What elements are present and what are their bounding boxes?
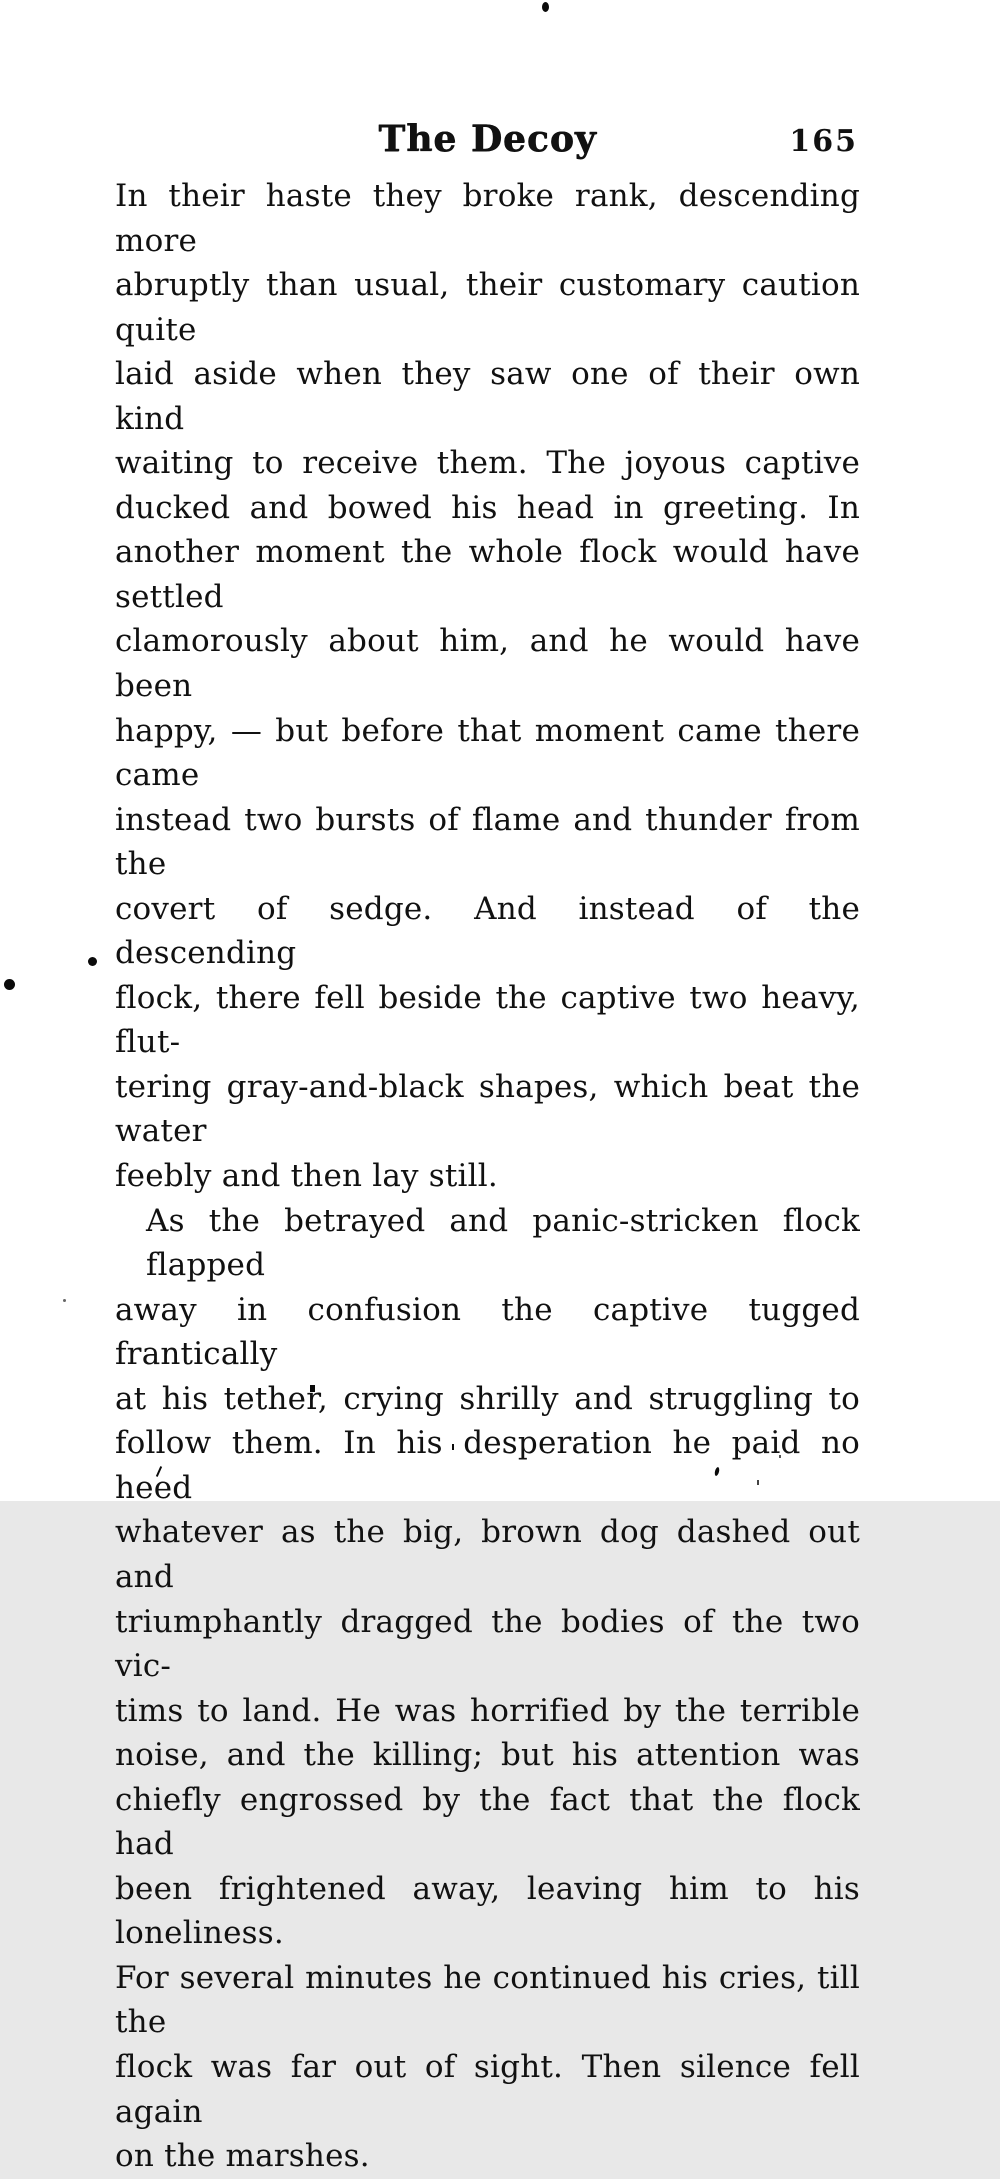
- text-line: In their haste they broke rank, descending more: [115, 178, 860, 259]
- ink-speck: [4, 979, 15, 990]
- page-header: [115, 118, 860, 166]
- text-line: laid aside when they saw one of their own kind: [115, 356, 860, 437]
- paragraph: [115, 1199, 860, 2179]
- page-number: 165: [789, 124, 858, 159]
- text-line: instead two bursts of flame and thunder from the: [115, 801, 860, 883]
- text-line: chiefly engrossed by the fact that the flock had: [115, 1781, 860, 1863]
- text-line: As the betrayed and panic-stricken flock flapped: [146, 1202, 860, 1284]
- ink-speck: [88, 957, 97, 966]
- text-line: whatever as the big, brown dog dashed out and: [115, 1514, 860, 1595]
- text-line: happy, — but before that moment came there came: [115, 712, 860, 794]
- text-line: waiting to receive them. The joyous captive: [115, 445, 860, 482]
- running-head-title: The Decoy: [378, 118, 597, 160]
- text-line: covert of sedge. And instead of the descending: [115, 890, 860, 972]
- text-line: tims to land. He was horrified by the terrible: [115, 1692, 860, 1729]
- text-line: follow them. In his desperation he paid no heed: [115, 1425, 860, 1506]
- text-line: on the marshes.: [115, 2138, 370, 2175]
- text-line: feebly and then lay still.: [115, 1158, 498, 1195]
- text-line: been frightened away, leaving him to his loneliness.: [115, 1870, 860, 1952]
- text-line: at his tether, crying shrilly and struggling to: [115, 1380, 860, 1417]
- ink-speck: [542, 2, 549, 12]
- paragraph: [115, 174, 860, 1199]
- text-line: flock, there fell beside the captive two heavy, flut-: [115, 979, 860, 1061]
- text-line: clamorously about him, and he would have been: [115, 623, 860, 705]
- text-line: ducked and bowed his head in greeting. In: [115, 489, 860, 526]
- ink-speck: [63, 1299, 66, 1302]
- text-line: away in confusion the captive tugged frantically: [115, 1291, 860, 1373]
- text-line: triumphantly dragged the bodies of the two vic-: [115, 1603, 860, 1685]
- body-text: [115, 174, 860, 2179]
- text-line: tering gray-and-black shapes, which beat the water: [115, 1068, 860, 1150]
- text-line: another moment the whole flock would have settled: [115, 534, 860, 615]
- text-line: abruptly than usual, their customary caution quite: [115, 267, 860, 348]
- text-line: flock was far out of sight. Then silence fell again: [115, 2048, 860, 2130]
- text-line: noise, and the killing; but his attention was: [115, 1737, 860, 1774]
- text-line: For several minutes he continued his cries, till the: [115, 1959, 860, 2041]
